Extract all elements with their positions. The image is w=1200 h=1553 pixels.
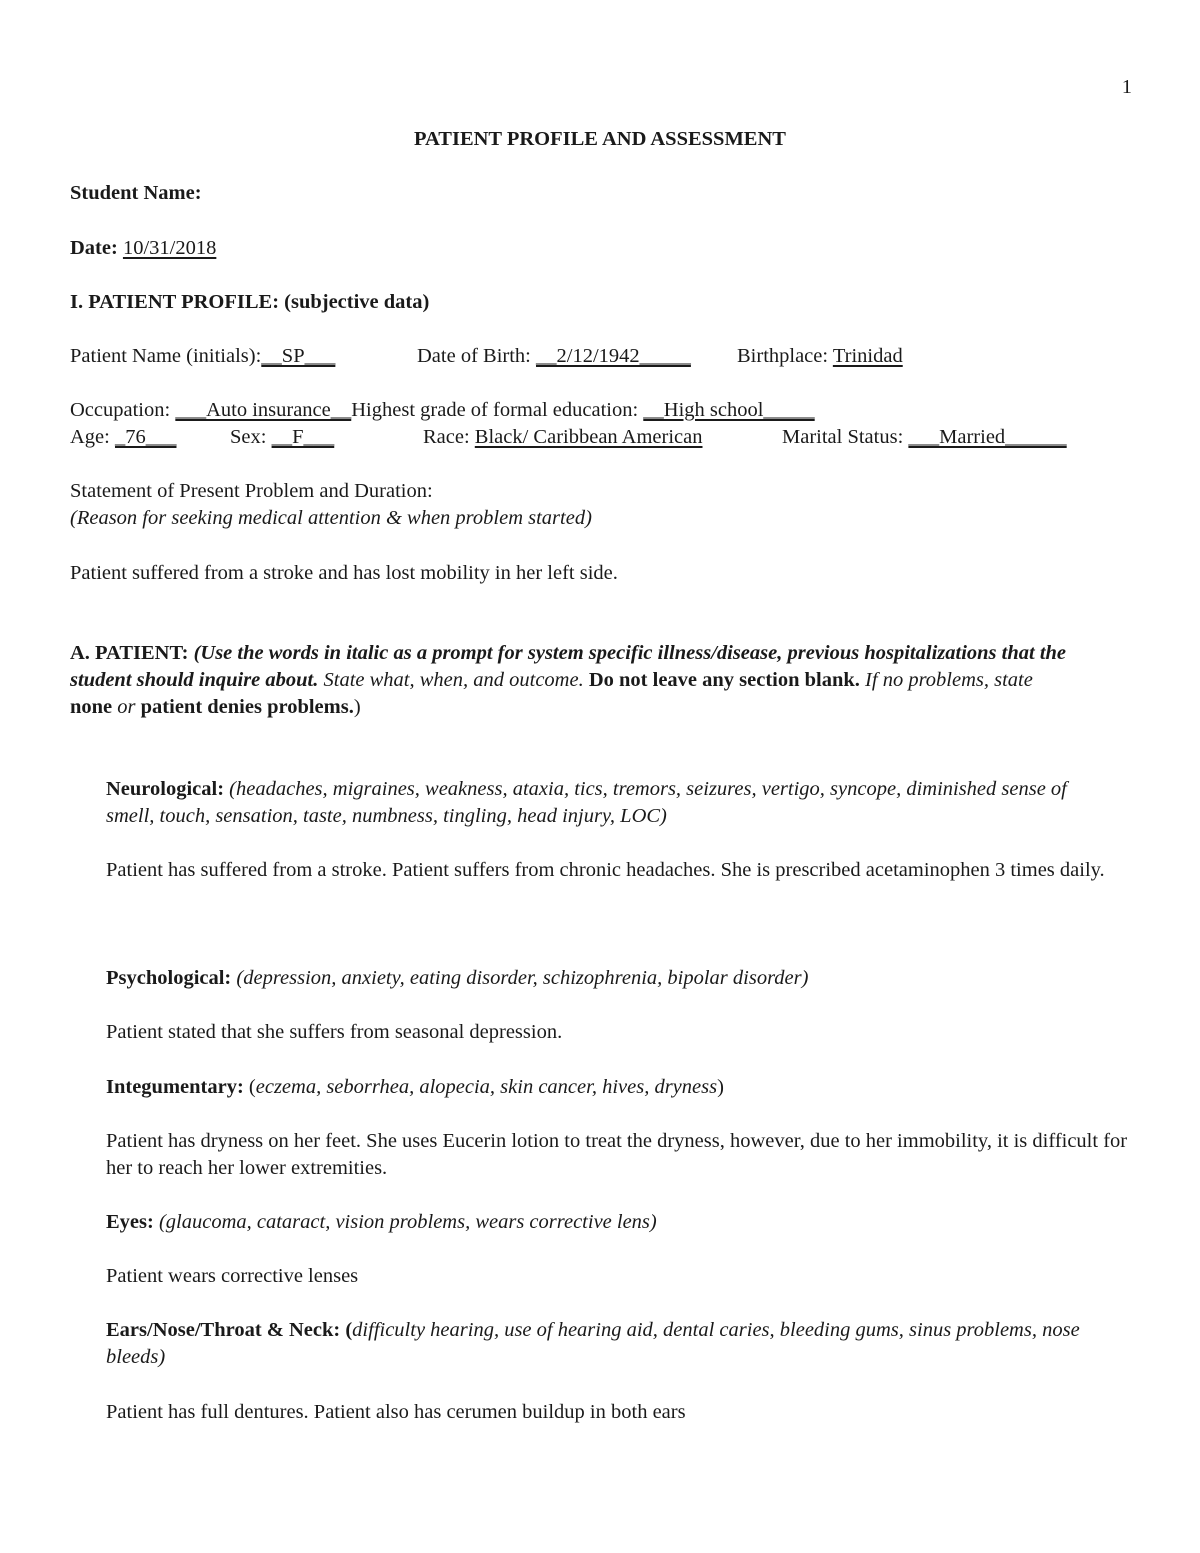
ent-response: Patient has full dentures. Patient also has cerumen buildup in both ears xyxy=(106,1401,686,1423)
patient-section-heading: A. PATIENT: xyxy=(70,642,189,664)
document-title: PATIENT PROFILE AND ASSESSMENT xyxy=(414,128,786,150)
dob-value: __2/12/1942_____ xyxy=(536,345,691,367)
present-problem-text: Patient suffered from a stroke and has lost mobility in her left side. xyxy=(70,562,618,584)
integumentary-prompt-text: eczema, seborrhea, alopecia, skin cancer, hives, dryness xyxy=(255,1076,718,1098)
student-name-label: Student Name: xyxy=(70,182,202,204)
ent-prompt-text: difficulty hearing, use of hearing aid, dental caries, bleeding gums, sinus problems, nose bleeds) xyxy=(106,1319,1080,1368)
neurological-response: Patient has suffered from a stroke. Patient suffers from chronic headaches. She is prescribed acetaminophen 3 times daily. xyxy=(106,859,1105,881)
instructions-italic-3: or xyxy=(117,696,136,718)
dob-field xyxy=(417,343,691,369)
psychological-prompt xyxy=(106,965,1106,992)
occupation-value: ___Auto insurance__ xyxy=(175,399,352,421)
section-heading xyxy=(70,289,429,315)
date-value: 10/31/2018 xyxy=(122,237,217,259)
psychological-prompt-text: (depression, anxiety, eating disorder, schizophrenia, bipolar disorder) xyxy=(236,967,809,989)
occupation-field xyxy=(70,397,815,423)
neurological-prompt xyxy=(106,776,1086,830)
patient-section-instructions xyxy=(70,640,1080,721)
eyes-response: Patient wears corrective lenses xyxy=(106,1265,359,1287)
psychological-response: Patient stated that she suffers from seasonal depression. xyxy=(106,1021,563,1043)
sex-field xyxy=(230,424,334,450)
patient-name-label: Patient Name (initials): xyxy=(70,345,262,367)
patient-name-value: __SP___ xyxy=(261,345,336,367)
instructions-bold-3: patient denies problems. xyxy=(140,696,354,718)
patient-name-field xyxy=(70,343,335,369)
birthplace-field xyxy=(737,343,903,369)
race-field xyxy=(423,424,703,450)
integumentary-response: Patient has dryness on her feet. She uses Eucerin lotion to treat the dryness, however, due to her immobility, it is difficult for her to reach her lower extremities. xyxy=(106,1130,1128,1179)
present-problem-hint: (Reason for seeking medical attention & when problem started) xyxy=(70,507,592,529)
age-value: _76___ xyxy=(114,426,177,448)
section-heading-suffix: : (subjective data) xyxy=(272,291,430,313)
date-row xyxy=(70,235,216,261)
marital-field xyxy=(782,424,1067,450)
instructions-italic-2: If no problems, state xyxy=(865,669,1033,691)
occupation-label: Occupation: xyxy=(70,399,171,421)
ent-label: Ears/Nose/Throat & Neck: xyxy=(106,1319,341,1341)
age-label: Age: xyxy=(70,426,110,448)
page-number: 1 xyxy=(1121,76,1132,98)
instructions-bold-1: Do not leave any section blank. xyxy=(588,669,860,691)
birthplace-label: Birthplace: xyxy=(737,345,829,367)
dob-label: Date of Birth: xyxy=(417,345,531,367)
instructions-italic-1: State what, when, and outcome. xyxy=(323,669,584,691)
ent-prompt-open: ( xyxy=(345,1319,353,1341)
eyes-prompt-text: (glaucoma, cataract, vision problems, wears corrective lens) xyxy=(158,1211,657,1233)
race-value: Black/ Caribbean American xyxy=(474,426,703,448)
education-value: __High school_____ xyxy=(643,399,815,421)
race-label: Race: xyxy=(423,426,470,448)
instructions-bold-2: none xyxy=(70,696,113,718)
integumentary-label: Integumentary: xyxy=(106,1076,244,1098)
eyes-prompt xyxy=(106,1209,1106,1236)
integumentary-prompt-close: ) xyxy=(717,1076,724,1098)
present-problem-label: Statement of Present Problem and Duration: xyxy=(70,480,433,502)
psychological-label: Psychological: xyxy=(106,967,232,989)
instructions-close: ) xyxy=(353,696,361,718)
sex-value: __F___ xyxy=(271,426,335,448)
birthplace-value: Trinidad xyxy=(832,345,903,367)
marital-value: ___Married______ xyxy=(908,426,1067,448)
date-label: Date: xyxy=(70,237,118,259)
integumentary-prompt-open: ( xyxy=(248,1076,256,1098)
ent-prompt xyxy=(106,1317,1096,1371)
neurological-label: Neurological: xyxy=(106,778,225,800)
integumentary-prompt xyxy=(106,1074,1106,1101)
instructions-bold-italic: (Use the words in italic as a prompt for system specific illness/disease, previous hospitalizations that the student should inquire about. xyxy=(70,642,1067,691)
marital-label: Marital Status: xyxy=(782,426,904,448)
eyes-label: Eyes: xyxy=(106,1211,154,1233)
sex-label: Sex: xyxy=(230,426,267,448)
neurological-prompt-text: (headaches, migraines, weakness, ataxia, tics, tremors, seizures, vertigo, syncope, diminished sense of smell, touch, sensation, taste, numbness, tingling, head injury, LOC) xyxy=(106,778,1067,827)
section-heading-text: I. PATIENT PROFILE xyxy=(70,291,273,313)
age-field xyxy=(70,424,176,450)
education-label: Highest grade of formal education: xyxy=(351,399,639,421)
